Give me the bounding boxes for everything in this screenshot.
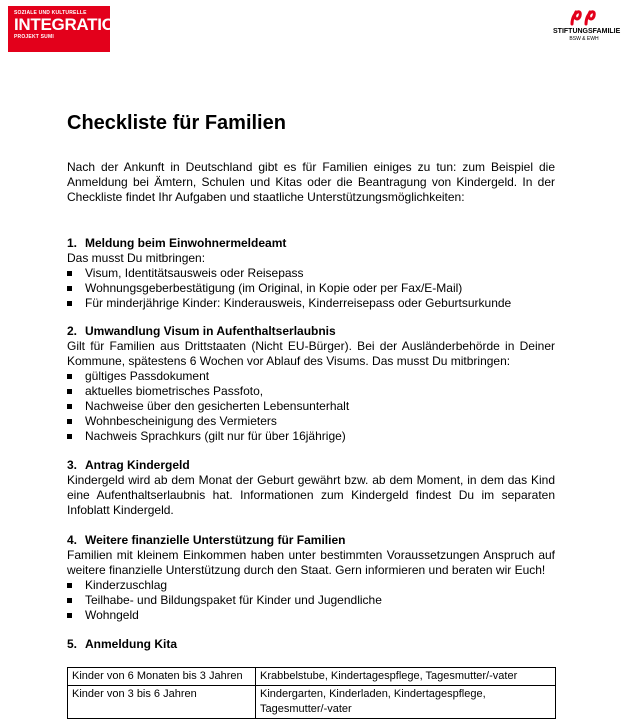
table-row	[68, 668, 556, 686]
list-item: Wohnbescheinigung des Vermieters	[67, 414, 555, 429]
section-einwohnermeldeamt	[67, 236, 555, 311]
section-text: Gilt für Familien aus Drittstaaten (Nicht EU-Bürger). Bei der Ausländerbehörde in Deiner Kommune, spätestens 6 Wochen vor Ablauf des Visums. Das musst Du mitbringen:	[67, 339, 555, 368]
list-item: Visum, Identitätsausweis oder Reisepass	[67, 266, 555, 281]
section-heading: 1. Meldung beim Einwohnermeldeamt	[67, 236, 287, 250]
section-finanzielle-unterstuetzung	[67, 533, 555, 623]
kita-table	[67, 667, 556, 719]
table-cell: Kinder von 6 Monaten bis 3 Jahren	[68, 668, 256, 686]
logo-small-text: SOZIALE UND KULTURELLE	[14, 10, 87, 16]
list-item: aktuelles biometrisches Passfoto,	[67, 384, 555, 399]
table-cell: Kindergarten, Kinderladen, Kindertagespflege, Tagesmutter/-vater	[256, 686, 556, 719]
section-text: Kindergeld wird ab dem Monat der Geburt gewährt bzw. ab dem Moment, in dem das Kind eine Aufenthaltserlaubnis hat. Informationen zum Kindergeld findest Du im separaten Infoblatt Kindergeld.	[67, 473, 555, 517]
section-kindergeld	[67, 458, 555, 518]
logo-right-line1: STIFTUNGSFAMILIE	[553, 28, 621, 35]
section-kita	[67, 637, 555, 652]
intro-paragraph: Nach der Ankunft in Deutschland gibt es für Familien einiges zu tun: zum Beispiel die Anmeldung bei Ämtern, Schulen und Kitas oder die Beantragung von Kindergeld. In der Checkliste findet Ihr Aufgaben und staatliche Unterstützungsmöglichkeiten:	[67, 160, 555, 204]
table-row	[68, 686, 556, 719]
logo-right-line2: BSW & EWH	[569, 36, 599, 42]
list-item: Nachweise über den gesicherten Lebensunterhalt	[67, 399, 555, 414]
table-cell: Kinder von 3 bis 6 Jahren	[68, 686, 256, 719]
list-item: Wohngeld	[67, 608, 555, 623]
family-logo-icon	[568, 6, 600, 26]
logo-sub-text: PROJEKT SUMI	[14, 34, 54, 40]
integration-logo	[8, 6, 127, 52]
section-heading: 5. Anmeldung Kita	[67, 637, 177, 651]
section-aufenthaltserlaubnis	[67, 324, 555, 444]
section-list	[67, 266, 555, 311]
list-item: Für minderjährige Kinder: Kinderausweis, Kinderreisepass oder Geburtsurkunde	[67, 296, 555, 311]
section-text: Das musst Du mitbringen:	[67, 251, 206, 265]
list-item: Teilhabe- und Bildungspaket für Kinder und Jugendliche	[67, 593, 555, 608]
section-list	[67, 369, 555, 444]
list-item: Kinderzuschlag	[67, 578, 555, 593]
section-list	[67, 578, 555, 623]
logo-big-text: INTEGRATION	[14, 15, 127, 34]
list-item: Nachweis Sprachkurs (gilt nur für über 16jährige)	[67, 429, 555, 444]
table-cell: Krabbelstube, Kindertagespflege, Tagesmutter/-vater	[256, 668, 556, 686]
page-title: Checkliste für Familien	[67, 112, 286, 134]
section-heading: 2. Umwandlung Visum in Aufenthaltserlaubnis	[67, 324, 336, 338]
section-heading: 3. Antrag Kindergeld	[67, 458, 190, 472]
list-item: Wohnungsgeberbestätigung (im Original, in Kopie oder per Fax/E-Mail)	[67, 281, 555, 296]
list-item: gültiges Passdokument	[67, 369, 555, 384]
section-heading: 4. Weitere finanzielle Unterstützung für Familien	[67, 533, 346, 547]
stiftungsfamilie-logo	[553, 6, 621, 52]
section-text: Familien mit kleinem Einkommen haben unter bestimmten Voraussetzungen Anspruch auf weitere finanzielle Unterstützung durch den Staat. Gern informieren und beraten wir Euch!	[67, 548, 555, 577]
